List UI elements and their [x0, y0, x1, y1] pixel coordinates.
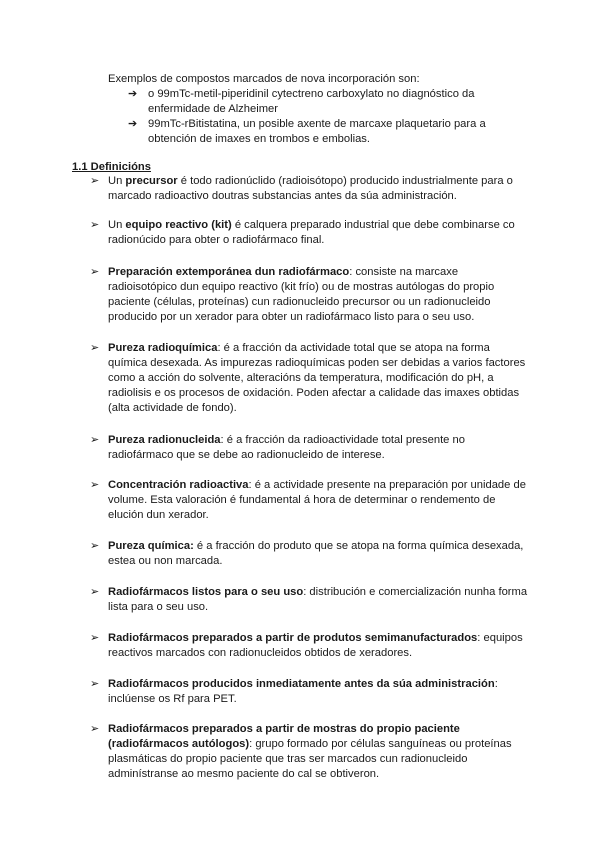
definition-term: Radiofármacos preparados a partir de produtos semimanufacturados: [108, 632, 478, 644]
definition-item: [90, 722, 530, 782]
definition-text: : equipos reactivos marcados con radionucleidos obtidos de xeradores.: [108, 632, 523, 659]
section-heading: 1.1 Definicións: [72, 161, 151, 173]
definition-item: [90, 478, 530, 523]
triangle-bullet-icon: ➢: [90, 678, 100, 690]
definition-text: : distribución e comercialización nunha forma lista para o seu uso.: [108, 586, 528, 613]
definition-text: : consiste na marcaxe radioisotópico dun equipo reactivo (kit frío) ou de mostras autólogas do propio paciente (células, proteínas) cun radionucleido precursor ou un radionucleido producido por un xerador para obter un radiofármaco listo para o seu uso.: [108, 266, 495, 323]
definition-term: Concentración radioactiva: [108, 479, 249, 491]
definition-item: [90, 585, 530, 615]
triangle-bullet-icon: ➢: [90, 479, 100, 491]
definition-item: [90, 433, 530, 463]
definition-text: : é a actividade presente na preparación por unidade de volume. Esta valoración é fundamental á hora de determinar o rendemento de elución dun xerador.: [108, 479, 526, 521]
definition-term: Pureza química:: [108, 540, 194, 552]
definition-term: Pureza radionucleida: [108, 434, 221, 446]
intro-item-text: 99mTc-rBitistatina, un posible axente de marcaxe plaquetario para a obtención de imaxes en trombos e embolias.: [148, 118, 486, 145]
definition-term: Pureza radioquímica: [108, 342, 218, 354]
definition-prefix: Un: [108, 219, 126, 231]
definition-item: [90, 631, 530, 661]
definition-term: Radiofármacos producidos inmediatamente antes da súa administración: [108, 678, 495, 690]
intro-list: [108, 87, 528, 147]
definition-item: [90, 677, 530, 707]
triangle-bullet-icon: ➢: [90, 632, 100, 644]
triangle-bullet-icon: ➢: [90, 434, 100, 446]
triangle-bullet-icon: ➢: [90, 342, 100, 354]
arrow-bullet-icon: ➔: [128, 118, 138, 130]
definition-item: [90, 341, 530, 416]
definitions-list: [90, 174, 530, 782]
definition-text: : grupo formado por células sanguíneas ou proteínas plasmáticas do propio paciente que tras ser marcados cun radionucleido adminístranse ao mesmo paciente do cal se obtiveron.: [108, 738, 512, 780]
definition-item: [90, 539, 530, 569]
definition-text: : inclúense os Rf para PET.: [108, 678, 498, 705]
definition-term: Preparación extemporánea dun radiofármaco: [108, 266, 350, 278]
arrow-bullet-icon: ➔: [128, 88, 138, 100]
definition-text: : é a fracción da radioactividade total presente no radiofármaco que se debe ao radionucleido de interese.: [108, 434, 465, 461]
triangle-bullet-icon: ➢: [90, 219, 100, 231]
definition-text: é todo radionúclido (radioisótopo) producido industrialmente para o marcado radioactivo doutras substancias antes da súa administración.: [108, 175, 513, 202]
intro-text: Exemplos de compostos marcados de nova incorporación son:: [108, 73, 420, 85]
intro-item: [128, 87, 528, 117]
triangle-bullet-icon: ➢: [90, 723, 100, 735]
definition-term: Radiofármacos listos para o seu uso: [108, 586, 304, 598]
definition-item: [90, 218, 530, 248]
definition-text: é a fracción do produto que se atopa na forma química desexada, estea ou non marcada.: [108, 540, 524, 567]
definition-text: : é a fracción da actividade total que se atopa na forma química desexada. As impurezas radioquímicas poden ser debidas a varios factores como a acción do solvente, alteracións da temperatura, modificación do pH, a radiolisis e os procesos de oxidación. Poden afectar a calidade das imaxes obtidas (alta actividade de fondo).: [108, 342, 526, 414]
triangle-bullet-icon: ➢: [90, 586, 100, 598]
definition-text: é calquera preparado industrial que debe combinarse co radionúcido para obter o radiofármaco final.: [108, 219, 515, 246]
triangle-bullet-icon: ➢: [90, 175, 100, 187]
definition-term: precursor: [125, 175, 178, 187]
definition-prefix: Un: [108, 175, 126, 187]
definition-item: [90, 174, 530, 204]
intro-item-text: o 99mTc-metil-piperidinil cytectreno carboxylato no diagnóstico da enfermidade de Alzheimer: [148, 88, 475, 115]
intro-block: [108, 72, 528, 147]
definition-term: equipo reactivo (kit): [125, 219, 232, 231]
intro-item: [128, 117, 528, 147]
triangle-bullet-icon: ➢: [90, 266, 100, 278]
definition-item: [90, 265, 530, 325]
triangle-bullet-icon: ➢: [90, 540, 100, 552]
definition-term: Radiofármacos preparados a partir de mostras do propio paciente (radiofármacos autólogos): [108, 723, 460, 750]
